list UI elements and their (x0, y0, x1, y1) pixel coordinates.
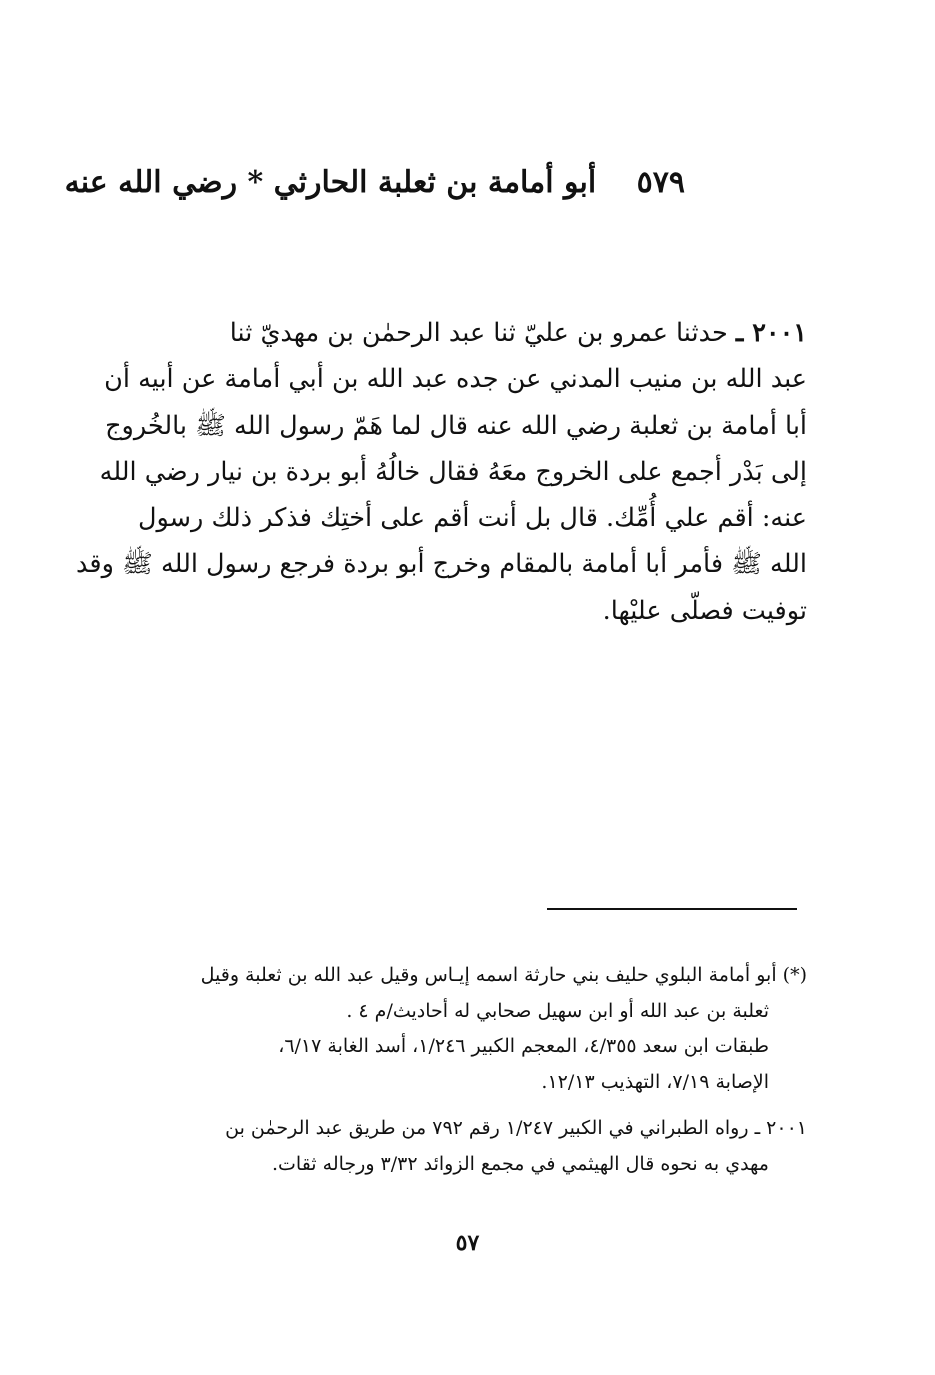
footnote-spacer (122, 1100, 807, 1111)
hadith-line (127, 310, 807, 356)
hadith-line: الله ﷺ فأمر أبا أمامة بالمقام وخرج أبو بردة فرجع رسول الله ﷺ وقد (76, 549, 807, 580)
footnote-line: طبقات ابن سعد ٤/٣٥٥، المعجم الكبير ١/٢٤٦، أسد الغابة ٦/١٧، (278, 1035, 769, 1057)
hadith-line: توفيت فصلّى عليْها. (602, 595, 807, 626)
hadith-number: ٢٠٠١ ـ (735, 318, 807, 348)
footnote-line: ثعلبة بن عبد الله أو ابن سهيل صحابي له أحاديث/م ٤ . (346, 999, 769, 1022)
hadith-line-text: حدثنا عمرو بن عليّ ثنا عبد الرحمٰن بن مهديّ ثنا (229, 318, 728, 348)
chapter-heading (64, 158, 685, 208)
hadith-line: أبا أمامة بن ثعلبة رضي الله عنه قال لما هَمّ رسول الله ﷺ بالخُروج (105, 410, 807, 441)
footnote-line: (*) أبو أمامة البلوي حليف بني حارثة اسمه إيـاس وقيل عبد الله بن ثعلبة وقيل (200, 964, 807, 986)
hadith-text (76, 310, 807, 634)
footnote-divider (547, 908, 797, 910)
hadith-line: عنه: أقم علي أُمِّك. قال بل أنت أقم على أختِك فذكر ذلك رسول (137, 503, 807, 534)
chapter-number: ٥٧٩ (636, 165, 685, 200)
footnote-line: مهدي به نحوه قال الهيثمي في مجمع الزوائد ٣/٣٢ ورجاله ثقات. (271, 1152, 769, 1175)
footnote-line: الإصابة ٧/١٩، التهذيب ١٢/١٣. (541, 1070, 769, 1093)
footnote-line: ٢٠٠١ ـ رواه الطبراني في الكبير ١/٢٤٧ رقم ٧٩٢ من طريق عبد الرحمٰن بن (225, 1117, 807, 1139)
chapter-title: أبو أمامة بن ثعلبة الحارثي * رضي الله عنه (64, 165, 597, 200)
hadith-line: إلى بَدْر أجمع على الخروج معَهُ فقال خالُهُ أبو بردة بن نيار رضي الله (99, 456, 807, 487)
footnotes (122, 958, 807, 1182)
hadith-line: عبد الله بن منيب المدني عن جده عبد الله بن أبي أمامة عن أبيه أن (104, 364, 807, 395)
page-number: ٥٧ (455, 1230, 480, 1256)
